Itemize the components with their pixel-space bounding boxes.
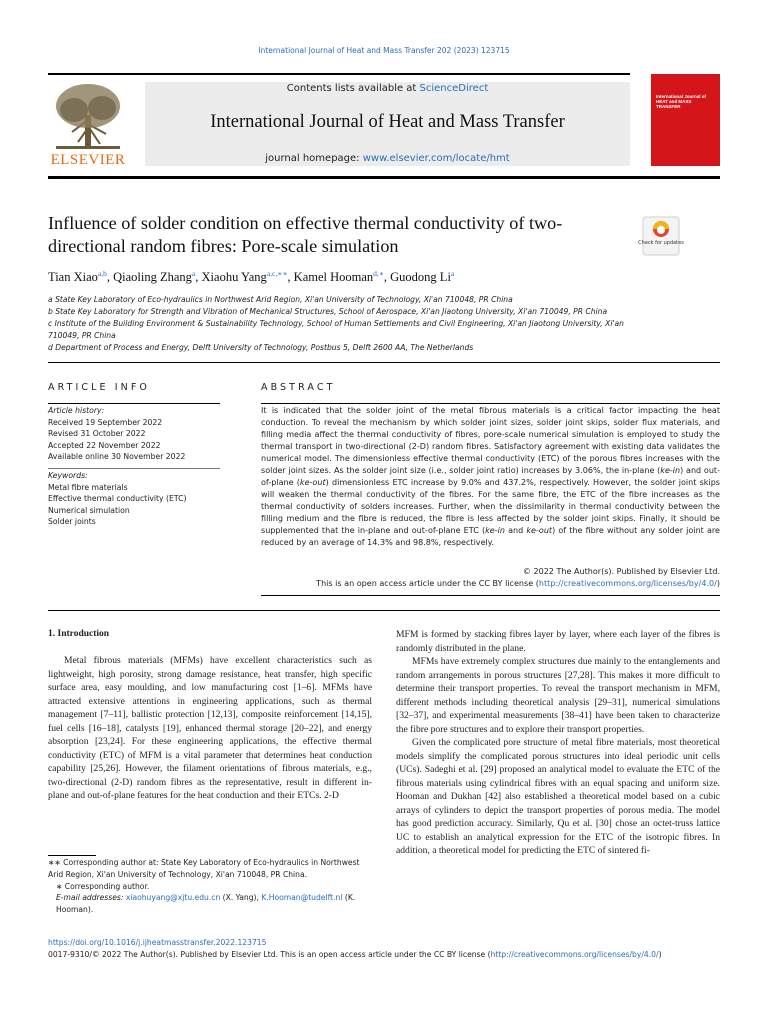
author-list: Tian Xiao$^{a,b}$, Qiaoling Zhang$^a$, Xiaohu Yang$^{a,c,∗∗}$, Kamel Hooman$^{d,∗}$, Guodong Li$^a$ [48, 269, 455, 284]
paragraph: Metal fibrous materials (MFMs) have excellent characteristics such as lightweight, high porosity, strong damage resistance, heat transfer, high specific surface area, easy moulding, and low manufacturing cost [1–6]. MFMs have attracted extensive attentions in engineering applications, such as thermal management [7–11], ballistic protection [12,13], composite reinforcement [14,15], fuel cells [16–18], catalysts [19], enhanced thermal storage [20–22], and energy absorption [23,24]. For these engineering applications, the effective thermal conductivity (ETC) of MFM is a vital parameter that determines heat conduction capability [25,26]. However, the filament orientations of fibrous materials, e.g., two-directional (2-D) random fibres as the representative, result in different in-plane and out-of-plane features for the heat conduction and their ETCs. 2-D [48, 655, 372, 801]
issn-text: 0017-9310/© 2022 The Author(s). Published by Elsevier Ltd. This is an open access article under the CC BY license ( [48, 950, 491, 959]
journal-title: International Journal of Heat and Mass Transfer [210, 112, 565, 132]
k-in-symbol: ke-in [660, 466, 681, 475]
keyword: Effective thermal conductivity (ETC) [48, 494, 187, 503]
email-link[interactable]: K.Hooman@tudelft.nl [261, 893, 343, 903]
keyword: Metal fibre materials [48, 482, 128, 492]
author-name: Qiaoling Zhang [113, 270, 192, 284]
body-column-right [396, 628, 720, 858]
doi-link[interactable]: https://doi.org/10.1016/j.ijheatmasstransfer.2022.123715 [48, 938, 267, 947]
body-rule [48, 610, 720, 611]
paragraph: MFMs have extremely complex structures due mainly to the entanglements and random arrangements in porous structures [27,28]. This makes it more difficult to determine their transport properties. To reveal the transport mechanism in MFM, different methods including theoretical analysis [29–31], numerical simulations [32–37], and experimental measurements [38–41] have been taken to characterize the fibre pore structures and to explore their transport properties. [396, 656, 720, 735]
email-owner: (K. Hooman). [56, 893, 356, 915]
k-out-symbol: ke-out [299, 478, 326, 487]
keywords-rule [48, 468, 220, 469]
header-bottom-rule [48, 176, 720, 179]
corresponding-author-note: ∗∗ Corresponding author at: State Key Laboratory of Eco-hydraulics in Northwest Arid Region, Xi'an University of Technology, Xi'an 710048, PR China. [48, 858, 360, 879]
email-note [48, 892, 372, 916]
paragraph: MFM is formed by stacking fibres layer by layer, where each layer of the fibres is randomly distributed in the plane. [396, 629, 720, 654]
introduction-heading: 1. Introduction [48, 629, 110, 639]
license-text: This is an open access article under the CC BY license ( [316, 579, 539, 588]
author-affiliation-marker[interactable]: a,c,∗∗ [266, 269, 288, 278]
elsevier-wordmark: ELSEVIER [50, 152, 126, 168]
sciencedirect-link[interactable]: ScienceDirect [419, 83, 489, 94]
history-item: Available online 30 November 2022 [48, 452, 186, 461]
k-out-symbol: ke-out [526, 526, 553, 535]
abstract-segment: ) and out-of-plane ( [261, 466, 720, 487]
copyright-line: © 2022 The Author(s). Published by Elsevier Ltd. [522, 567, 720, 576]
keyword: Numerical simulation [48, 505, 130, 515]
affiliation-list [48, 294, 628, 354]
homepage-link[interactable]: www.elsevier.com/locate/hmt [362, 153, 510, 164]
keywords [48, 470, 220, 528]
license-link[interactable]: http://creativecommons.org/licenses/by/4.0/ [490, 950, 659, 959]
homepage-prefix: journal homepage: [265, 153, 363, 164]
article-info-rule [48, 403, 220, 404]
author-name: Xiaohu Yang [201, 270, 267, 284]
abstract-segment: and [504, 526, 527, 535]
author-affiliation-marker[interactable]: a [450, 269, 455, 278]
keywords-label: Keywords: [48, 471, 88, 480]
header-top-rule [48, 73, 630, 75]
abstract-bottom-rule [261, 595, 720, 596]
license-line [261, 578, 720, 590]
article-history [48, 405, 220, 463]
journal-cover-thumbnail[interactable] [651, 74, 720, 166]
affiliation: a State Key Laboratory of Eco-hydraulics in Northwest Arid Region, Xi'an University of Technology, Xi'an 710048, PR China [48, 295, 513, 304]
author-name: Tian Xiao [48, 270, 98, 284]
affiliation: b State Key Laboratory for Strength and Vibration of Mechanical Structures, School of Aerospace, Xi'an Jiaotong University, Xi'an 710049, PR China [48, 307, 608, 316]
keyword: Solder joints [48, 517, 96, 526]
author-name: Guodong Li [390, 270, 451, 284]
check-for-updates-icon[interactable] [638, 216, 684, 256]
check-badge-label: Check for updates [638, 240, 684, 246]
author-affiliation-marker[interactable]: d,∗ [373, 269, 384, 278]
author-affiliation-marker[interactable]: a [191, 269, 196, 278]
journal-cover-title: International Journal of HEAT and MASS TRANSFER [656, 94, 707, 109]
article-title: Influence of solder condition on effective thermal conductivity of two-directional random fibres: Pore-scale simulation [48, 213, 563, 256]
abstract-segment: ) of the fibre without any solder joint are reduced by an average of 14.3% and 98.8%, respectively. [261, 526, 720, 547]
author-affiliation-marker[interactable]: a,b [97, 269, 107, 278]
issn-line [48, 950, 662, 959]
article-info-heading: ARTICLE INFO [48, 382, 151, 393]
issn-close: ) [658, 950, 662, 959]
abstract-text [261, 405, 720, 549]
footnote-rule [48, 855, 96, 856]
footnotes [48, 857, 372, 916]
abstract-segment: ) dimensionless ETC increase by 9.0% and 437.2%, respectively. However, the solder joint skips will weaken the thermal conductivity of the fibres. For the same fibre, the ETC of the fibre increases as the thermal conductivity of solders increases. Further, when the dissimilarity in thermal conductivity between the filling medium and the fibre is reduced, the fibre is less affected by the solder joint skips. Finally, it should be supplemented that the in-plane and out-of-plane ETC ( [261, 478, 720, 535]
history-item: Revised 31 October 2022 [48, 429, 146, 438]
abstract-heading: ABSTRACT [261, 382, 336, 393]
email-owner: (X. Yang), [220, 893, 262, 903]
email-label: E-mail addresses: [56, 893, 124, 903]
abstract-segment: It is indicated that the solder joint of the metal fibrous materials is a critical factor impacting the heat conduction. To reveal the mechanism by which solder joint sizes, solder joint skips, solder flux materials, and filling media affect the thermal conductivity of fibres, pore-scale numerical simulation is employed to study the thermal transport in two-directional (2-D) random fibres. Satisfactory agreement with existing data validates the numerical model. The dimensionless effective thermal conductivity (ETC) of the porous fibres increases with the solder joint sizes. As the solder joint size (i.e., solder joint ratio) increases by 3.06%, the in-plane ( [261, 406, 720, 475]
journal-citation-link[interactable]: International Journal of Heat and Mass Transfer 202 (2023) 123715 [258, 46, 510, 55]
k-in-symbol: ke-in [485, 526, 505, 535]
paragraph: Given the complicated pore structure of metal fibre materials, most theoretical models simplify the complicated porous structures into ideal periodic unit cells (UCs). Sadeghi et al. [29] proposed an analytical model to evaluate the ETC of the fibrous materials using cylindrical fibres with an equal spacing and uniform size. Hooman and Dukhan [42] also established a theoretical model based on a cubic arrays of cylinders to depict the transport properties of porous media. The model has good prediction accuracy. Similarly, Qu et al. [30] chose an octet-truss lattice UC to establish an analytical expression for the ETC of the isotropic fibres. In addition, a theoretical model for predicting the ETC of sintered fi- [396, 737, 720, 856]
license-link[interactable]: http://creativecommons.org/licenses/by/4.0/ [538, 579, 717, 588]
contents-line [145, 83, 630, 94]
affiliation: d Department of Process and Energy, Delft University of Technology, Postbus 5, Delft 2600 AA, The Netherlands [48, 343, 474, 352]
corresponding-author-note: ∗ Corresponding author. [56, 881, 150, 891]
contents-prefix: Contents lists available at [286, 83, 420, 94]
history-item: Accepted 22 November 2022 [48, 440, 161, 450]
section-rule [48, 362, 720, 363]
author-name: Kamel Hooman [293, 270, 374, 284]
history-label: Article history: [48, 406, 105, 415]
email-link[interactable]: xiaohuyang@xjtu.edu.cn [125, 893, 221, 903]
homepage-line [145, 153, 630, 164]
affiliation: c Institute of the Building Environment & Sustainability Technology, School of Human Settlements and Civil Engineering, Xi'an Jiaotong University, Xi'an 710049, PR China [48, 319, 624, 340]
body-column-left [48, 654, 372, 803]
history-item: Received 19 September 2022 [48, 417, 163, 427]
abstract-rule [261, 403, 720, 404]
license-close: ) [716, 579, 720, 588]
